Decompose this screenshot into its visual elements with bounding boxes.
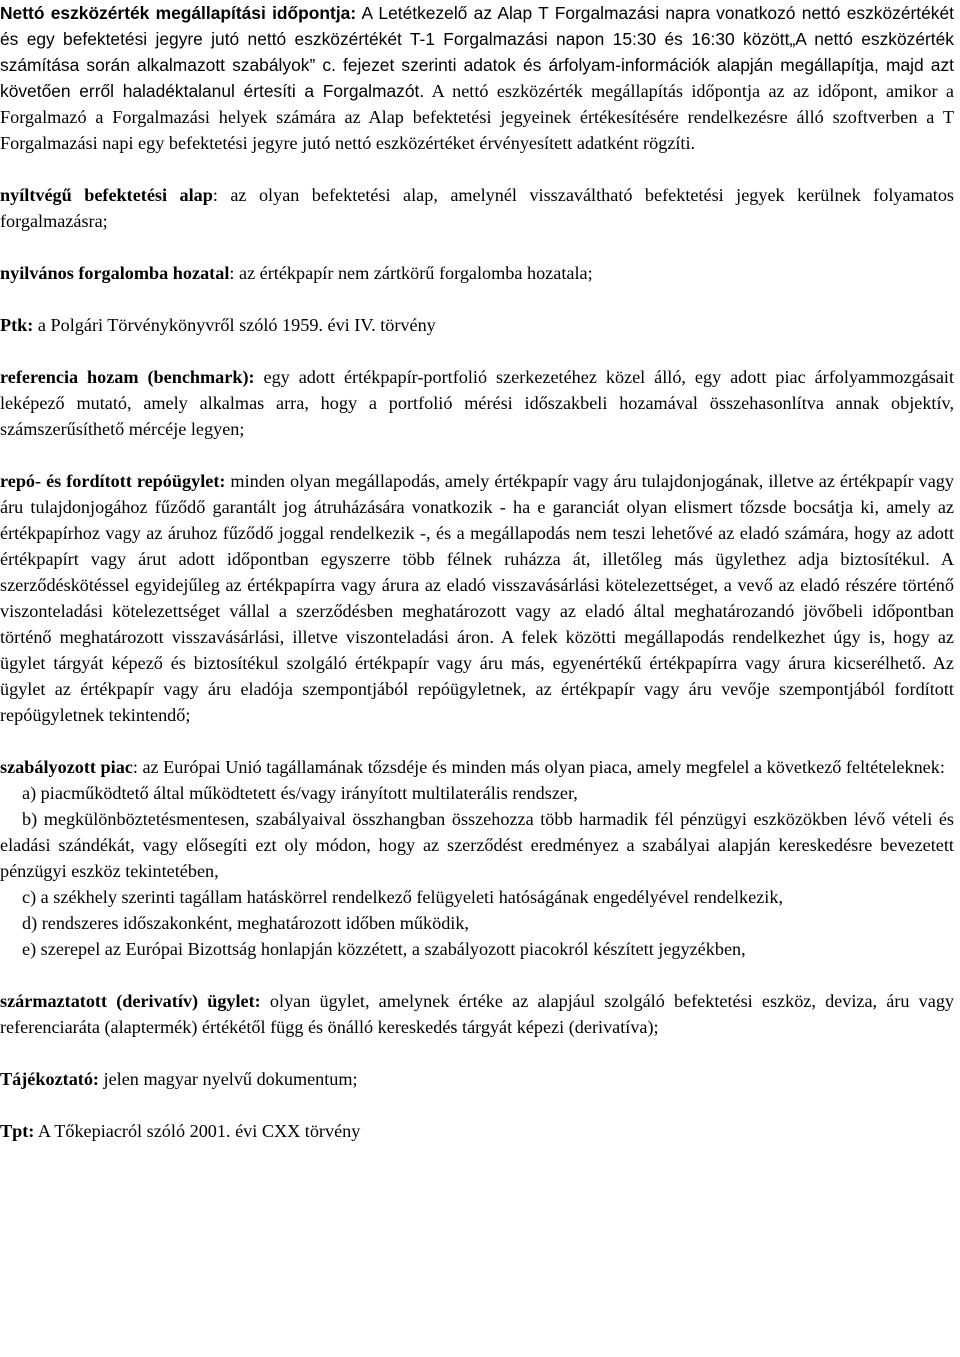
definition-term: Nettó eszközérték megállapítási időpontja: bbox=[0, 3, 357, 23]
definition-text: A Tőkepiacról szóló 2001. évi CXX törvény bbox=[34, 1121, 361, 1141]
definition-nyilvanos-forgalomba-hozatal bbox=[0, 260, 954, 286]
definition-text: egy adott értékpapír-portfolió szerkezetéhez közel álló, egy adott piac árfolyammozgásait leképező mutató, amely alkalmas arra, hogy a portfolió mérési időszakbeli hozamával összehasonlítva annak objektív, számszerűsíthető mércéje legyen; bbox=[0, 367, 954, 439]
definition-tpt bbox=[0, 1118, 954, 1144]
list-item: c) a székhely szerinti tagállam hatáskörrel rendelkező felügyeleti hatóságának engedélyével rendelkezik, bbox=[22, 887, 783, 907]
definition-szarmaztatott-ugylet bbox=[0, 988, 954, 1040]
definition-text: : az olyan befektetési alap, amelynél visszaváltható befektetési jegyek kerülnek folyamatos forgalmazásra; bbox=[0, 185, 954, 231]
definition-text: jelen magyar nyelvű dokumentum; bbox=[99, 1069, 358, 1089]
definition-netto-eszkozertek bbox=[0, 0, 954, 156]
definition-repougylet bbox=[0, 468, 954, 728]
definition-text: olyan ügylet, amelynek értéke az alapjául szolgáló befektetési eszköz, deviza, áru vagy referenciaráta (alaptermék) értékétől függ és önálló kereskedés tárgyát képezi (derivatíva); bbox=[0, 991, 955, 1037]
definition-term: Tájékoztató: bbox=[0, 1069, 99, 1089]
list-item: e) szerepel az Európai Bizottság honlapján közzétett, a szabályozott piacokról készített jegyzékben, bbox=[22, 939, 746, 959]
definition-text: : az értékpapír nem zártkörű forgalomba hozatala; bbox=[229, 263, 593, 283]
definition-szabalyozott-piac bbox=[0, 754, 954, 780]
definition-text: A nettó eszközérték megállapítás időpontja az az időpont, amikor a Forgalmazó a Forgalmazási helyek számára az Alap befektetési jegyeinek értékesítésére rendelkezésre álló szoftverben a T Forgalmazási napi egy befektetési jegyre jutó nettó eszközértéket érvényesített adatként rögzíti. bbox=[0, 81, 954, 153]
definition-term: Tpt: bbox=[0, 1121, 35, 1141]
definition-term: referencia hozam (benchmark): bbox=[0, 367, 255, 387]
definition-term: nyíltvégű befektetési alap bbox=[0, 185, 213, 205]
definition-term: származtatott (derivatív) ügylet: bbox=[0, 991, 261, 1011]
definition-text-sans: A Letétkezelő az Alap T Forgalmazási napra vonatkozó nettó eszközértékét és egy befektetési jegyre jutó nettó eszközértékét T-1 Forgalmazási napon 15:30 és 16:30 között„A nettó eszközérték számítása során alkalmazott szabályok” c. fejezet szerinti adatok és árfolyam-információk alapján megállapítja, majd azt követően erről haladéktalanul értesíti a Forgalmazót. bbox=[0, 3, 954, 101]
definition-term: repó- és fordított repóügylet: bbox=[0, 471, 226, 491]
definition-term: Ptk: bbox=[0, 315, 34, 335]
list-item: b) megkülönböztetésmentesen, szabályaival összhangban összehozza több harmadik fél pénzügyi eszközökben lévő vételi és eladási szándékát, vagy elősegíti ezt oly módon, hogy az szerződést eredményez a szabályai alapján kereskedésre bevezetett pénzügyi eszköz tekintetében, bbox=[0, 809, 954, 881]
definition-ptk bbox=[0, 312, 954, 338]
definition-text: a Polgári Törvénykönyvről szóló 1959. évi IV. törvény bbox=[33, 315, 436, 335]
definition-text: minden olyan megállapodás, amely értékpapír vagy áru tulajdonjogának, illetve az értékpapír vagy áru tulajdonjogához fűződő garantált jog átruházására vonatkozik - ha e garanciát olyan elismert tőzsde bocsátja ki, amely az értékpapírhoz vagy az áruhoz fűződő joggal rendelkezik -, és a megállapodás nem teszi lehetővé az eladó számára, hogy az adott értékpapírt vagy árut adott időpontban egyszerre több félnek ruházza át, illetőleg más ügylethez adja biztosítékul. A szerződéskötéssel egyidejűleg az értékpapírra vagy árura az eladó visszavásárlási kötelezettséget, a vevő az eladó részére történő viszonteladási kötelezettséget vállal a szerződésben meghatározott vagy az eladó által meghatározandó jövőbeli időpontban történő meghatározott visszavásárlási, illetve viszonteladási áron. A felek közötti megállapodás rendelkezhet úgy is, hogy az ügylet tárgyát képező és biztosítékul szolgáló értékpapír vagy áru más, egyenértékű értékpapírra vagy árura kicserélhető. Az ügylet az értékpapír vagy áru eladója szempontjából repóügyletnek, az értékpapír vagy áru vevője szempontjából fordított repóügyletnek tekintendő; bbox=[0, 471, 954, 725]
definition-term: nyilvános forgalomba hozatal bbox=[0, 263, 230, 283]
list-item: a) piacműködtető által működtetett és/vagy irányított multilaterális rendszer, bbox=[22, 783, 578, 803]
definition-tajekoztato bbox=[0, 1066, 954, 1092]
definition-nyiltvegu-befektetesi-alap bbox=[0, 182, 954, 234]
definition-text: : az Európai Unió tagállamának tőzsdéje és minden más olyan piaca, amely megfelel a következő feltételeknek: bbox=[132, 757, 945, 777]
definition-referencia-hozam bbox=[0, 364, 954, 442]
definition-term: szabályozott piac bbox=[0, 757, 133, 777]
list-item: d) rendszeres időszakonként, meghatározott időben működik, bbox=[22, 913, 469, 933]
